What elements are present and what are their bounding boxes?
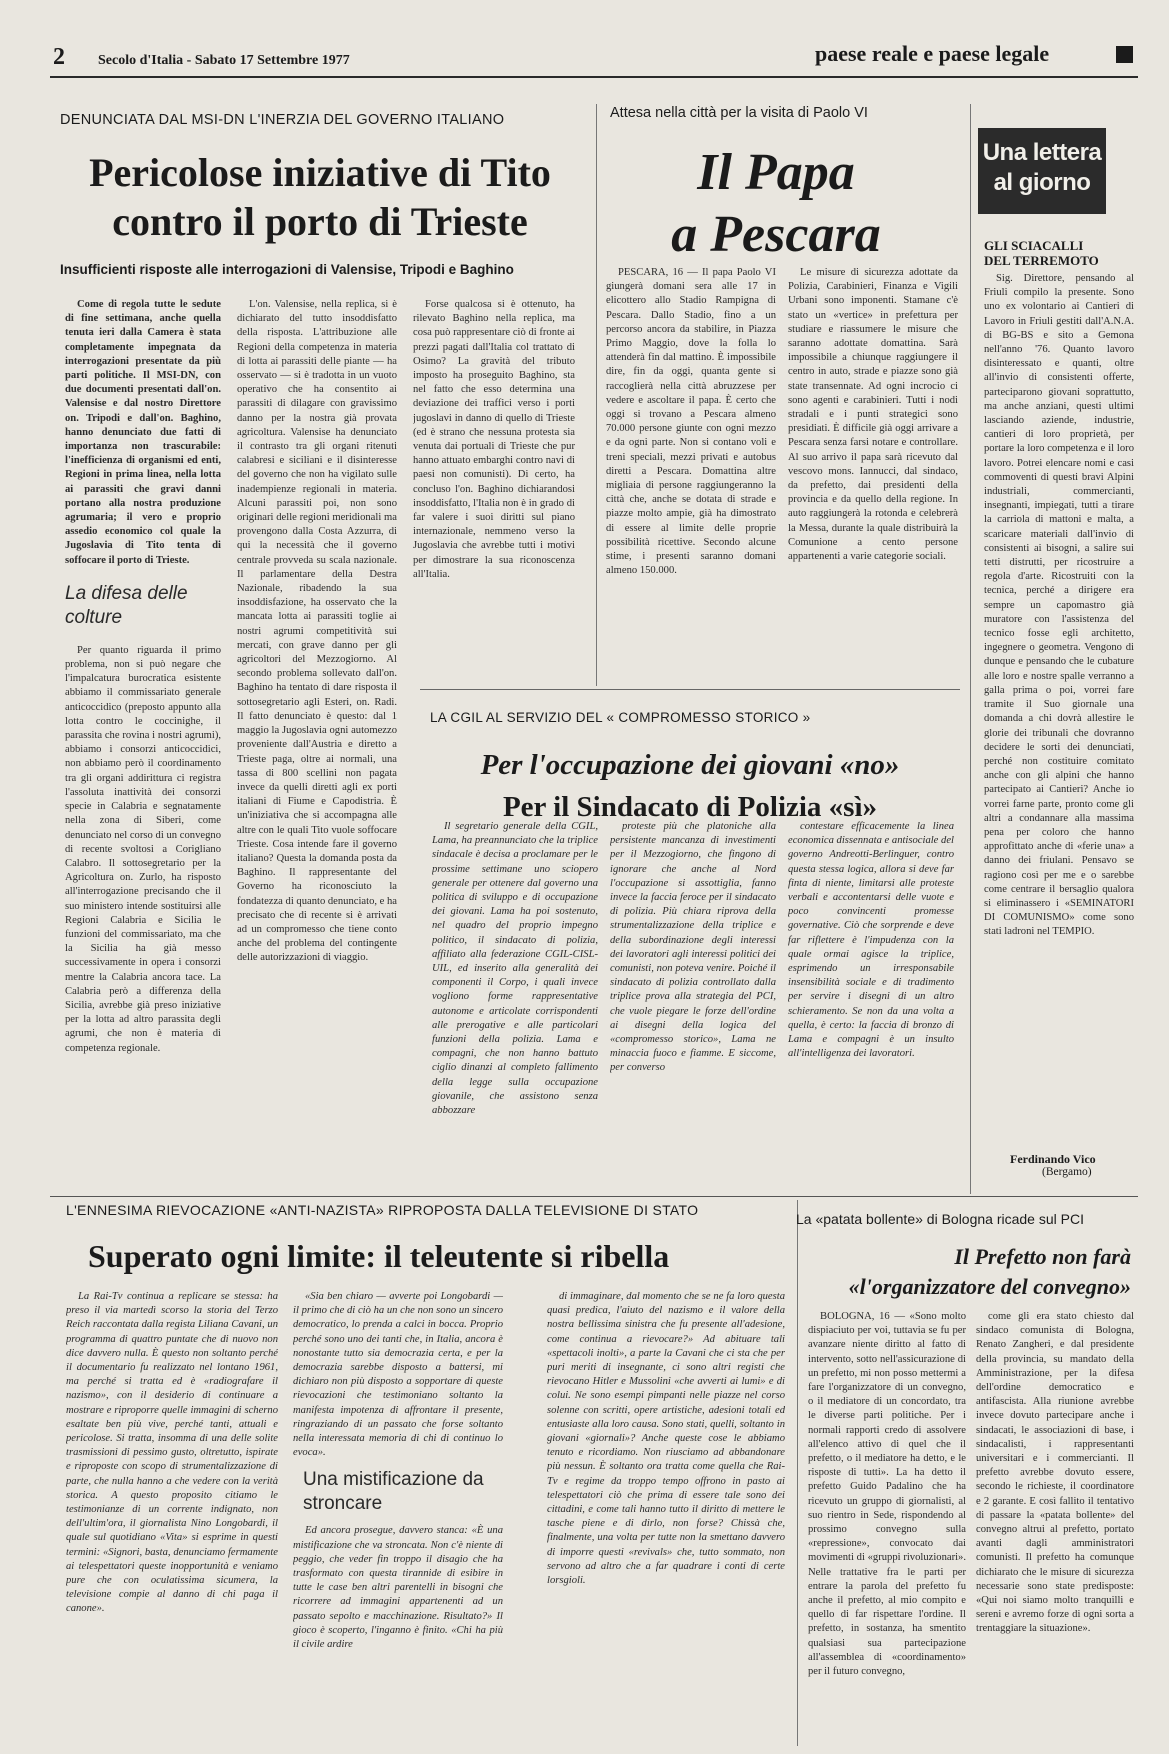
section-title: paese reale e paese legale: [815, 41, 1050, 66]
papa-headline-line2: a Pescara: [671, 206, 881, 263]
teleutente-column-1: [66, 1290, 278, 1742]
cgil-col2-body: proteste più che platoniche alla persistente mancanza di investimenti per il Mezzogiorno, che fingono di ignorare che anche al Nord l'occupazione si assottiglia, fanno invece la faccia feroce per il sindacato di polizia. Più chiara riprova della strumentalizzazione della triplice e della subordinazione degli interessi dei lavoratori agli interessi politici dei comunisti, non poteva venire. Poiché il sindacato di polizia controllato dalla triplice prova alla strategia del PCI, che vuole piegare le forze dell'ordine ai disegni della logica del «compromesso storico», Lama ne minaccia fuoco e fiamme. E siccome, per converso: [610, 821, 776, 1074]
page-number: 2: [53, 44, 65, 70]
prefetto-kicker: La «patata bollente» di Bologna ricade sul PCI: [796, 1211, 1084, 1227]
tito-column-3: [413, 298, 575, 678]
prefetto-headline-line1: Il Prefetto non farà: [954, 1244, 1131, 1269]
lettera-title-line1: GLI SCIACALLI: [984, 238, 1084, 253]
prefetto-column-2: [976, 1310, 1134, 1742]
tito-column-1: [65, 298, 221, 1448]
lettera-column: [984, 272, 1134, 1152]
cgil-headline: [420, 744, 960, 828]
papa-column-1: [606, 266, 776, 676]
tito-col2-body: L'on. Valensise, nella replica, si è dichiarato del tutto insoddisfatto della risposta. L'attribuzione alle Regioni della competenza in materia di lotta ai parassiti delle piante — ha osservato — si è tradotta in un vuoto operativo che ha consentito ai parassiti di dilagare con gravissimo danno per la nostra già provata agricoltura. Valensise ha denunciato il contrasto tra gli organi ritenuti calabresi e siciliani e il disinteresse del governo che non ha vigilato sulle inadempienze regionali in materia. Alcuni parassiti poi, non sono originari delle regioni meridionali ma provengono dalla Costa Azzurra, di qui la necessità che il governo centrale provveda su scala nazionale. Il parlamentare della Destra Nazionale, ribadendo la sua insoddisfazione, ha osservato che la mancata lotta ai parassiti toglie ai nostri agrumi competitività sui mercati, con grave danno per gli agricoltori del Mezzogiorno. Al secondo problema sollevato dall'on. Baghino ha tentato di dare risposta il sottosegretario agli Esteri, on. Radi. Il fatto denunciato è questo: dal 1 maggio la Jugoslavia ogni automezzo proveniente dall'Austria e diretto a Trieste paga, oltre ai normali, una tassa di 800 scellini non pagata invece da quelli diretti agli ex porti italiani di Fiume e Capodistria. È un'iniziativa che si accompagna alle altre con le quali Tito vuole soffocare Trieste. Cosa intende fare il governo italiano? Questa la domanda posta da Baghino. Il rappresentante del Governo ha riconosciuto la fondatezza di quanto denunciato, e ha precisato che di recente si è arrivati ad un compromesso che tiene conto anche del problema del contingente delle autorizzazioni di viaggio.: [237, 299, 397, 964]
divider-lower-section: [50, 1196, 1138, 1197]
lettera-city: (Bergamo): [1042, 1166, 1092, 1178]
lettera-title: [984, 238, 1099, 268]
teleutente-column-2: [293, 1290, 503, 1742]
prefetto-headline-line2: «l'organizzatore del convegno»: [848, 1274, 1131, 1299]
papa-headline-line1: Il Papa: [697, 144, 855, 201]
lettera-banner-line2: al giorno: [993, 169, 1091, 196]
tito-col1-body: Per quanto riguarda il primo problema, non si può negare che l'impalcatura burocratica esistente abbiamo il commissariato generale anticoccidico (preposto appunto alla lotta contro le coccinighe, il parassita che rovina i nostri agrumi), abbiamo i consorzi anticoccidici, non abbiamo però il coordinamento tra gli organi addirittura ci registra l'assoluta inattività dei consorzi specie in Calabria e segnatamente nella zona di Siberi, come denunciato nel corso di un convegno di recente svoltosi a Corigliano Calabro. Il sottosegretario per la Agricoltura on. Zurlo, ha risposto all'interrogazione precisando che il suo ministero intende sostituirsi alle Regioni Calabria e Sicilia le funzioni del commissariato, ma che la Sicilia ha già messo successivamente in opera i consorzi mentre la Calabria ancora tace. La Calabria però a differenza della Sicilia, avrebbe già preso iniziative per la lotta ad altro parassita degli agrumi, che non è materia di competenza regionale.: [65, 644, 221, 1054]
tito-headline-line1: Pericolose iniziative di Tito: [89, 150, 551, 195]
divider-vertical-3: [797, 1200, 798, 1746]
teleutente-kicker: L'ENNESIMA RIEVOCAZIONE «ANTI-NAZISTA» RIPROPOSTA DALLA TELEVISIONE DI STATO: [66, 1202, 699, 1218]
prefetto-headline: [806, 1242, 1131, 1302]
cgil-col1-body: Il segretario generale della CGIL, Lama, ha preannunciato che la triplice sindacale è decisa a proclamare per le prossime settimane uno sciopero generale per ottenere dal governo una politica di sviluppo e di occupazione dei giovani. Lama ha poi sostenuto, nel quadro del proprio impegno politico, il sindacato di polizia, affiliato alla federazione CGIL-CISL-UIL, ed inserito alla generalità dei componenti il Corpo, i quali invece vogliono forme rappresentative autonome e articolate corrispondenti alle prerogative e alle particolari funzioni della polizia. Lama e compagni, che non hanno battuto ciglio dinanzi al completo fallimento della legge sulla occupazione giovanile, che assistono senza abbozzare: [432, 821, 598, 1117]
cgil-kicker: LA CGIL AL SERVIZIO DEL « COMPROMESSO STORICO »: [430, 710, 811, 725]
papa-col1-body: PESCARA, 16 — Il papa Paolo VI giungerà domani sera alle 17 in elicottero allo Stadio Rampigna di Pescara. Dallo Stadio, fino a un percorso ancora da stabilire, in Piazza Primo Maggio, dove la folla lo attenderà fin dal mattino. È impossibile dire, fin da oggi, quanta gente si raccoglierà nella città abruzzese per vedere e ascoltare il papa. È certo che oggi si trovano a Pescara almeno 70.000 persone giunte con ogni mezzo e da ogni parte. Non si contano voli e treni speciali, mezzi privati e autobus diretti a Pescara. Domattina altre migliaia di persone raggiungeranno la città che, anche se dotata di strade e piazze molto ampie, già ha dimostrato di essere al limite delle proprie possibilità ricettive. Secondo alcune stime, i presenti saranno domani almeno 150.000.: [606, 267, 776, 577]
lettera-banner-line1: Una lettera: [982, 139, 1102, 166]
teleutente-column-3: [547, 1290, 785, 1742]
teleutente-col2-after: Ed ancora prosegue, davvero stanca: «È una mistificazione che va stroncata. Non c'è niente di peggio, che veder fin troppo il disagio che ha trasformato con questa tirannide di esibire in tutte le case ben altri parentelli in bisogni che ricorrere ad immagini appartenenti ad un passato sepolto e macchinazione. Risultato?» Il gioco è scoperto, l'inganno è finito. «Chi ha più il civile ardire: [293, 1525, 503, 1651]
papa-col2-body: Le misure di sicurezza adottate da Polizia, Carabinieri, Finanza e Vigili Urbani sono imponenti. Stamane c'è stato un «vertice» in prefettura per studiare e riassumere le misure che saranno adottate domattina. Sarà impossibile a chiunque raggiungere il centro in auto, strade e piazze sono già state transennate. Ad ogni incrocio ci sono agenti e carabinieri. Tutti i nodi stradali e i punti strategici sono presidiati. È difficile già oggi arrivare a Pescara senza farsi notare e controllare. Al suo arrivo il papa sarà ricevuto dal vescovo mons. Iannucci, dal sindaco, da prefetto, dai presidenti della provincia e da quello della regione. In auto raggiungerà la rotonda e celebrerà la Messa, durante la quale distribuirà la Comunione a cento persone appartenenti a varie categorie sociali.: [788, 267, 958, 563]
cgil-column-2: [610, 820, 776, 1188]
teleutente-col1-body: La Rai-Tv continua a replicare se stessa: ha preso il via martedì scorso la storia del Terzo Reich raccontata dalla regista Liliana Cavani, un programma di quattro puntate che di nuovo non dice davvero nulla. È questo non soltanto perché il documentario fu realizzato nel lontano 1961, ma perché si tratta ed è «radiografare il nazismo», con il desiderio di continuare a mostrare e riproporre quelle immagini di scherno esaltate ben più vive, perché tanti, attuali e pericolose. Si tratta, insomma di una delle solite trasmissioni di pessimo gusto, oltretutto, ispirate e riproposte con scopo di strumentalizzazione di parte, che nulla hanno a che vedere con la verità storica. A questo proposito citiamo le testimonianze di un corrente indignato, non dell'ultim'ora, il giornalista Nino Longobardi, il quale sul quotidiano «Vita» si esprime in questi termini: «Signori, basta, denunciamo fermamente ai telespettatori queste inopportunità e veniamo pure che con oculatissima sicumera, la televisione compie al danno di chi paga il canone».: [66, 1291, 278, 1615]
lettera-title-line2: DEL TERREMOTO: [984, 253, 1099, 268]
papa-kicker: Attesa nella città per la visita di Paolo VI: [610, 105, 868, 121]
section-marker-icon: [1116, 46, 1133, 63]
masthead-dateline: Secolo d'Italia - Sabato 17 Settembre 1977: [98, 53, 350, 68]
cgil-column-3: [788, 820, 954, 1188]
teleutente-subhead: Una mistificazione da stroncare: [303, 1469, 484, 1515]
divider-cgil-top: [420, 689, 960, 690]
tito-column-2: [237, 298, 397, 1448]
tito-kicker: DENUNCIATA DAL MSI-DN L'INERZIA DEL GOVERNO ITALIANO: [60, 112, 505, 128]
tito-subhead: La difesa delle colture: [65, 582, 188, 628]
tito-col3-body: Forse qualcosa si è ottenuto, ha rilevato Baghino nella replica, ma cosa può rappresentare ciò di fronte ai prezzi pagati dall'Italia col trattato di Osimo? La gravità del tributo imposto ha proseguito Baghino, sta nel fatto che esso determina una deviazione dei traffici verso i porti jugoslavi in danno di quello di Trieste (ed è strano che nessuna protesta sia venuta dai portuali di Trieste che pur hanno attuato embarghi contro navi di paesi non comunisti). Di certo, ha concluso l'on. Baghino dichiarandosi insoddisfatto, l'Italia non è in grado di far valere i suoi diritti sul piano internazionale, nemmeno verso la Jugoslavia che avrebbe tutti i motivi per dimostrare la sua riconoscenza all'Italia.: [413, 299, 575, 580]
papa-column-2: [788, 266, 958, 676]
teleutente-headline: Superato ogni limite: il teleutente si ribella: [88, 1238, 670, 1274]
divider-vertical-2: [970, 104, 971, 1194]
lettera-body: Sig. Direttore, pensando al Friuli compilo la presente. Sono uno ex volontario ai Cantieri di Lavoro in Friuli gestiti dall'A.N.A. di BG-BS e sito a Gemona nell'anno '76. Quanto lavoro disinteressato e quanti, oltre all'invio di consistenti offerte, parteciparono giovani soprattutto, ma anche anziani, questi ultimi lasciando aziende, industrie, cantieri di loro proprietà, per portare la loro competenza e il loro lavoro. Potrei elencare nomi e casi commoventi di questi bravi Alpini industriali, commercianti, insegnanti, impiegati, tutti a tirare la carriola di mattoni e malta, a scaricare materiali dall'invio di consistenti ai bisogni, a salire sui tetti distrutti, per ricostruire a regola d'arte. Ricostruiti con la tecnica, perché a dirigere era sempre un capomastro già muratore con l'assistenza del tecnico fosse egli architetto, ingegnere o geometra. Vengono di dunque e pensando che le cubature alle loro e nostre spalle verranno a galla prima o poi, vorrei fare tramite il Suo giornale una domanda a chi dovrà allestire le glorie dei tribunali che dovranno decidere le sorti dei denunciati, perché non costituire comitato anche con gli alpini che hanno partecipato ai Cantieri? Anche io vorrei farne parte, pronto come gli altri a condannare alla massima pena per coloro che hanno approfittato anche di «ferie una» a danno dei friulani. Pensavo se ragiono così per me e o sarebbe come centrare il bersaglio qualora si eliminassero i «SEMINATORI DI COMUNISMO» come sono stati ladroni nel TEMPIO.: [984, 273, 1134, 938]
prefetto-column-1: [808, 1310, 966, 1742]
teleutente-col2-body: «Sia ben chiaro — avverte poi Longobardi — il primo che di ciò ha un che non sono un sincero democratico, lo prenda a calci in bocca. Proprio perché sono uno dei tanti che, in Italia, ancora è nonostante tutto sia democrazia certa, e per la democrazia sarebbe disposto a battersi, mi dichiaro non più disposto a sopportare di queste rievocazioni che testimoniano soltanto la manifesta impotenza di affrontare il presente, ringraziando di un passato che forse soltanto nella interessata memoria di chi di continuo lo evoca».: [293, 1291, 503, 1459]
tito-headline-line2: contro il porto di Trieste: [112, 199, 528, 244]
masthead-rule: [50, 76, 1138, 78]
lettera-signature: Ferdinando Vico: [1010, 1152, 1096, 1166]
cgil-headline-line1: Per l'occupazione dei giovani «no»: [480, 749, 900, 781]
prefetto-col2-body: come gli era stato chiesto dal sindaco comunista di Bologna, Renato Zangheri, e dal presidente della provincia, su mandato della Amministrazione, per la difesa dell'ordine democratico e antifascista. Alla riunione avrebbe invece dovuto partecipare anche i sindacati, le associazioni di base, i sindacalisti, i rappresentanti universitari e i commercianti. Il prefetto avrebbe dovuto essere, secondo le richieste, il coordinatore e 2 garante. E così fallito il tentativo di passare la «patata bollente» del convegno altrui al prefetto, portato avanti dagli amministratori comunisti. Il prefetto ha comunque dichiarato che le misure di sicurezza necessarie sono state predisposte: «Qui noi siamo molto tranquilli e sereni e avremo forze di ogni sorta a trentaggiare la situazione».: [976, 1311, 1134, 1635]
cgil-col3-body: contestare efficacemente la linea economica dissennata e antisociale del governo Andreotti-Berlinguer, contro questa stessa logica, allora si deve far finta di niente, limitarsi alle proteste verbali e accontentarsi delle vuote e poco convincenti promesse governative. Ciò che sorprende e deve far riflettere è l'impudenza con la quale ormai agisce la triplice, esprimendo un irresponsabile insensibilità sociale e di tradimento per servire i disegni di un altro schieramento. Se non da una volta a quella, è certo: la faccia di bronzo di Lama e compagni è un insulto all'intelligenza dei lavoratori.: [788, 821, 954, 1060]
papa-headline: [606, 142, 946, 266]
cgil-headline-line2: Per il Sindacato di Polizia «sì»: [502, 791, 878, 823]
cgil-column-1: [432, 820, 598, 1188]
divider-vertical-1: [596, 104, 597, 686]
lettera-banner: [978, 128, 1106, 214]
tito-headline: [50, 148, 590, 246]
prefetto-col1-body: BOLOGNA, 16 — «Sono molto dispiaciuto per voi, tuttavia se fu per avanzare niente diritto al fatto di intervento, sotto nell'assicurazione di un prefetto, mi non posso mettermi a fare l'organizzatore di un convegno, o il mediatore di un concordato, tra le diverse parti politiche. Per i normali rapporti credo di assolvere all'elenco attivo di quel che il prefetto, o il mediatore ha detto, e le risposte di tutti». La ha detto il prefetto Guido Padalino che ha ricevuto un gruppo di giornalisti, al suo rientro in Sede, rispondendo al prossimo convegno sulla «repressione», convocato dai movimenti di «gruppi rivoluzionari». Nelle trattative fra le parti per entrare la parola del prefetto fu anche il prefetto, al mio compito e quello di far rispettare l'ordine. Il prefetto, in sostanza, ha smentito qualsiasi sua partecipazione all'assemblea di «coordinamento» per il futuro convegno,: [808, 1311, 966, 1678]
teleutente-col3-body: di immaginare, dal momento che se ne fa loro questa quasi predica, l'aiuto del nazismo e il valore della nostra bellissima sinistra che fu presente all'adesione, come continua a rievocare?» Ad abituare tali «spettacoli inolti», a parte la Cavani che ci sta che per puri meriti di insegnante, ci sono altri registi che rievocano Hitler e Mussolini «che avverti ai lumi» e di colui. Ne sono esempi pimpanti nelle piazze nel corso solenne con scritti, opere artistiche, adesioni totali ed entusiaste alla loro causa. Sono stati, quelli, soltanto in giovani «giornali»? Anche queste cose le abbiamo tenuto e ricordiamo. Non riusciamo ad abbandonare più nessun. È soltanto ora tratta come quella che Rai-Tv e regime da troppo tempo offrono in pasto ai telespettatori ciò che prima di essere tale sono dei cittadini, e come tali hanno tutto il diritto di mettere le tasche piene e di dirlo, non forse? Chissà che, finalmente, una volta per tutte non la smettano davvero di imporre questi «revivals» che, tutto sommato, non servono ad altro che a far quadrare i conti di certe lorsgioli.: [547, 1291, 785, 1587]
tito-subtitle: Insufficienti risposte alle interrogazioni di Valensise, Tripodi e Baghino: [60, 262, 514, 277]
tito-lead: Come di regola tutte le sedute di fine settimana, anche quella tenuta ieri dalla Camera è stata completamente impegnata da interrogazioni presentate da più parti politiche. Il MSI-DN, con due documenti presentati dall'on. Valensise e dal nostro Direttore on. Tripodi e dall'on. Baghino, hanno denunciato due fatti di importanza non trascurabile: l'inefficienza di organismi ed enti, Regioni in prima linea, nella lotta ai parassiti che gravi danni portano alla nostra produzione agrumaria; il vero e proprio assedio economico col quale la Jugoslavia di Tito tenta di soffocare il porto di Trieste.: [65, 299, 221, 566]
